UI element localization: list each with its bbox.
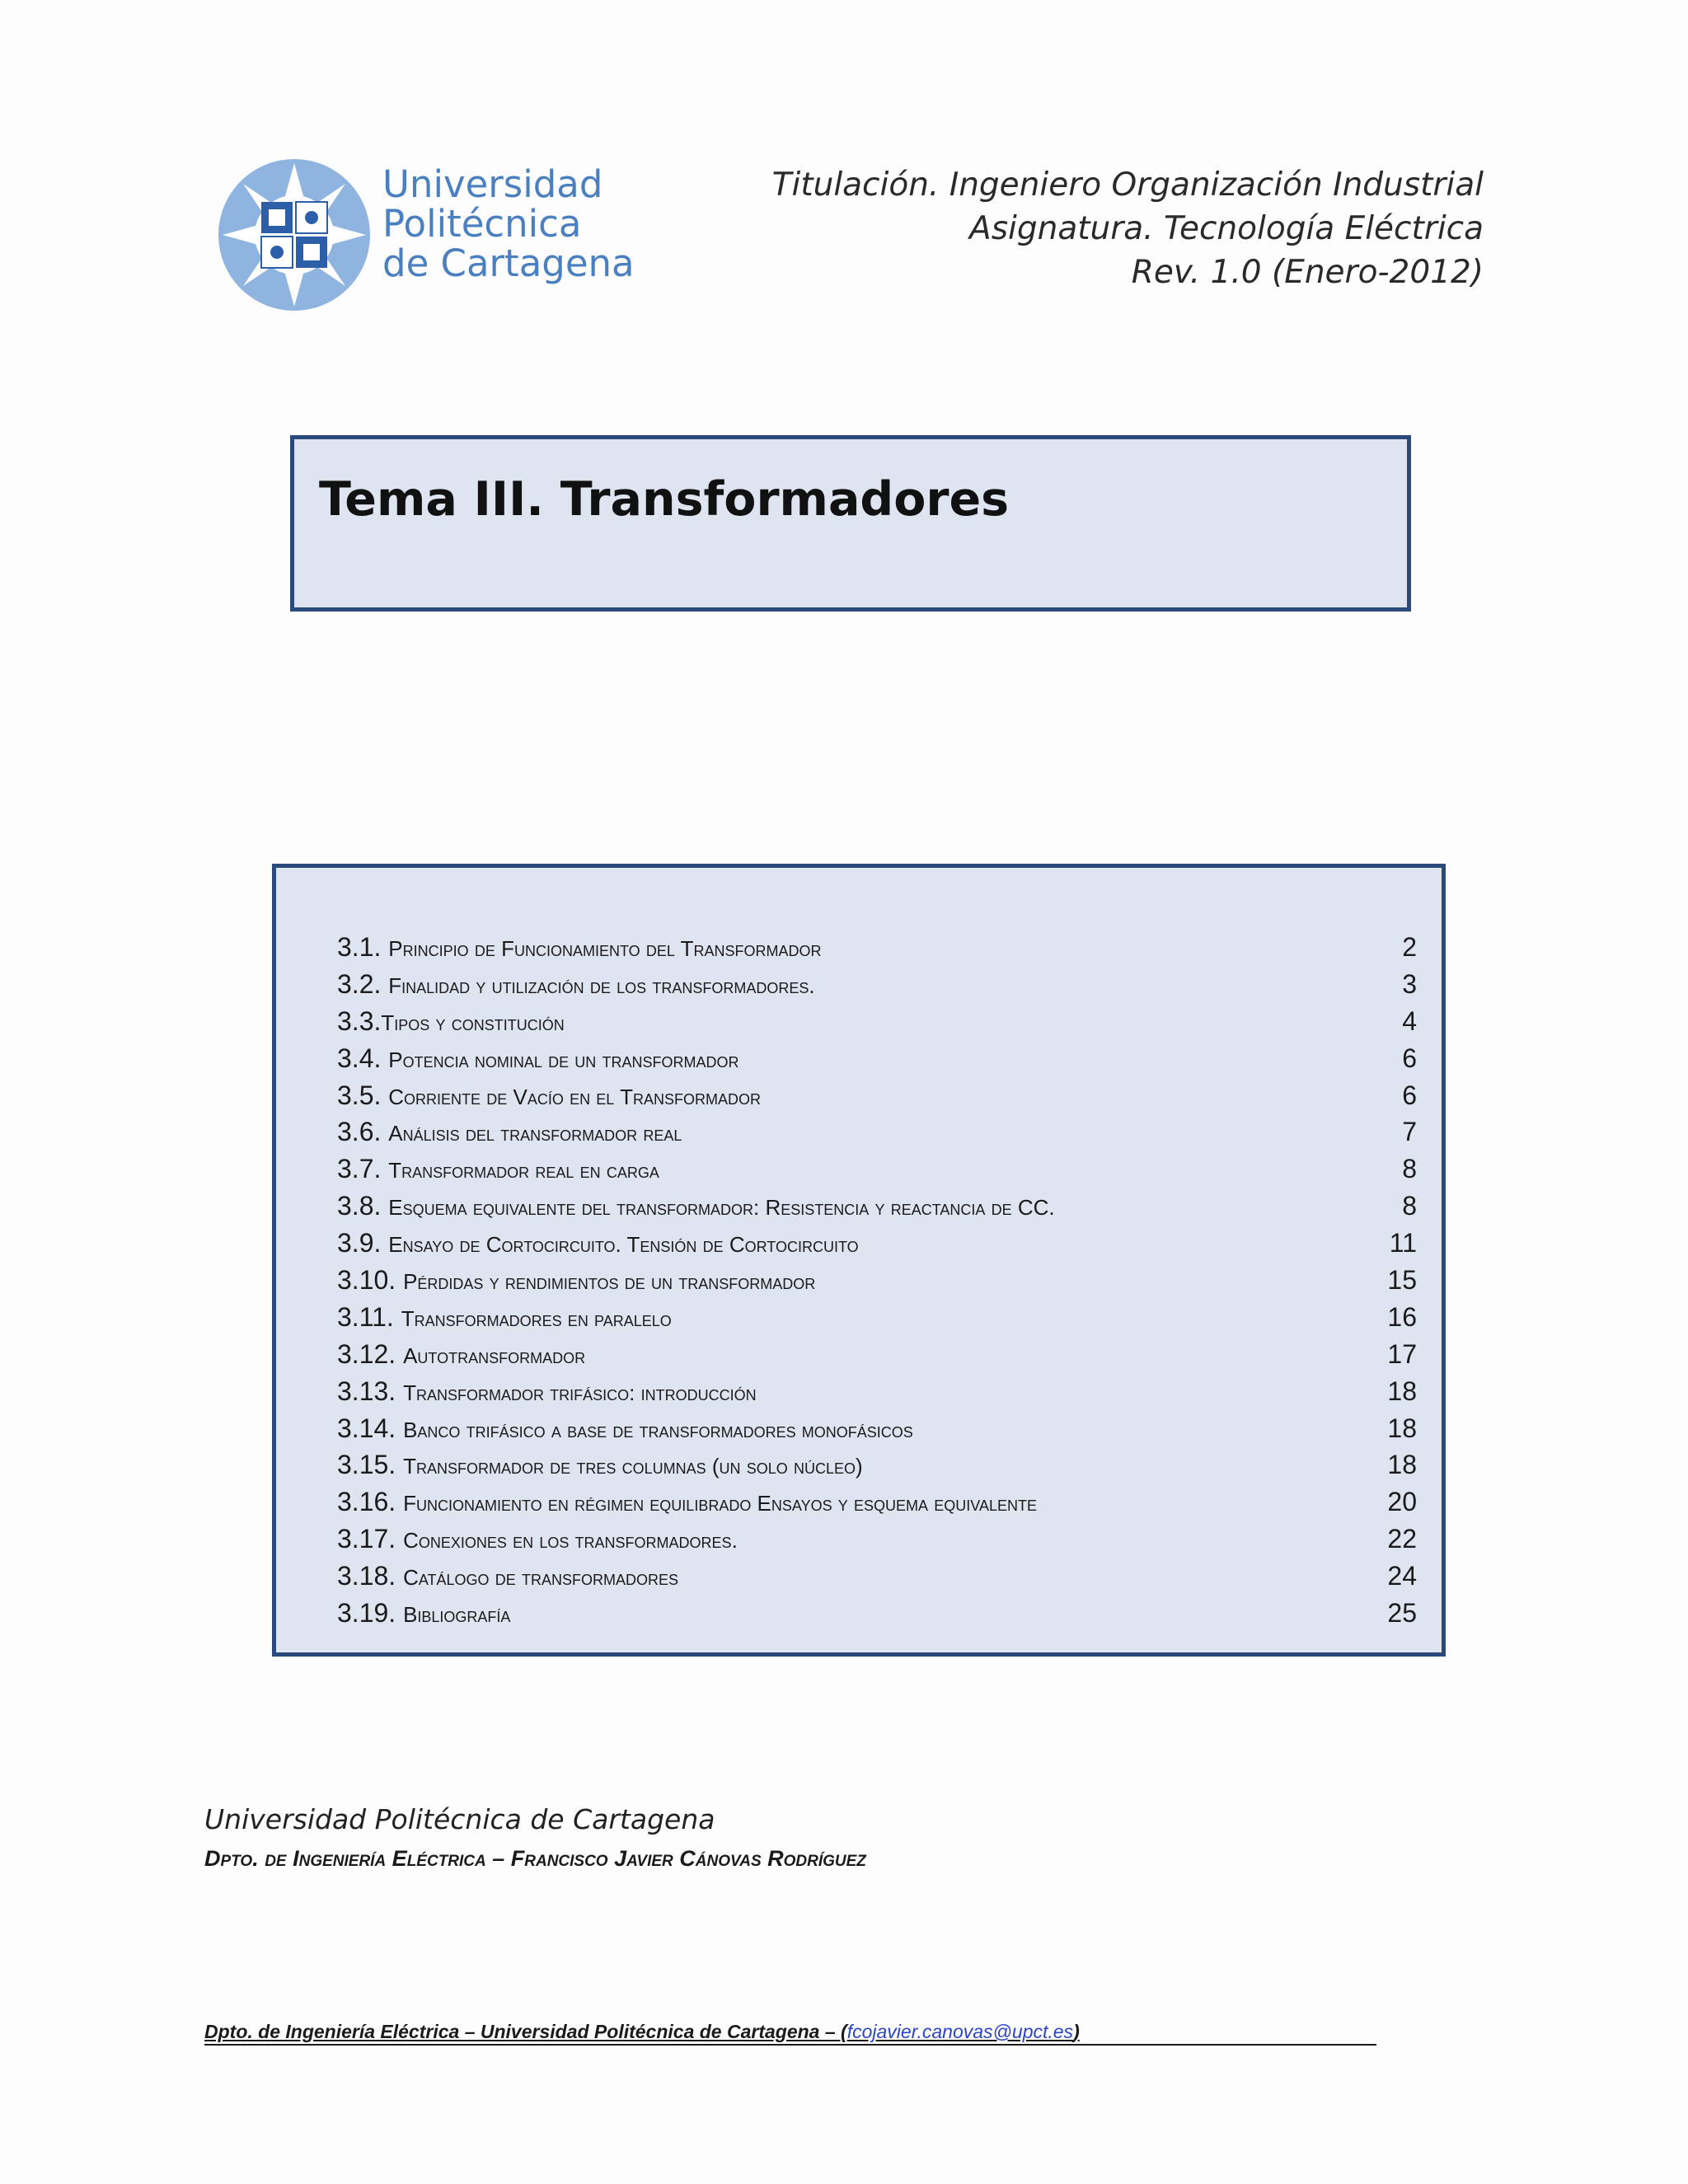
- toc-entry-page: 6: [1402, 1080, 1417, 1110]
- toc-entry-page: 6: [1402, 1043, 1417, 1073]
- toc-entry[interactable]: [337, 1410, 1417, 1447]
- toc-entry-title: Funcionamiento en régimen equilibrado Ensayos y esquema equivalente: [403, 1491, 1037, 1516]
- toc-entry-page: 22: [1387, 1524, 1417, 1554]
- toc-entry-number: 3.6.: [337, 1117, 382, 1147]
- toc-entry-number: 3.1.: [337, 932, 382, 962]
- toc-entry-title: Análisis del transformador real: [388, 1121, 682, 1146]
- toc-entry-page: 4: [1402, 1005, 1417, 1036]
- toc-entry[interactable]: [337, 1483, 1417, 1521]
- toc-entry-page: 15: [1387, 1265, 1417, 1296]
- degree-line: Titulación. Ingeniero Organización Industrial: [771, 166, 1484, 204]
- toc-entry-page: 3: [1402, 968, 1417, 999]
- toc-entry-number: 3.15.: [337, 1450, 396, 1480]
- toc-entry-title: Potencia nominal de un transformador: [388, 1047, 739, 1072]
- toc-entry[interactable]: [337, 1188, 1417, 1225]
- footer-suffix: ): [1073, 2021, 1080, 2042]
- toc-entry-page: 11: [1389, 1228, 1417, 1258]
- toc-entry-title: Tipos y constitución: [381, 1010, 565, 1035]
- logo-line-3: de Cartagena: [382, 241, 635, 285]
- toc-entry[interactable]: [337, 966, 1417, 1003]
- toc-entry[interactable]: [337, 1003, 1417, 1040]
- footer-university: Universidad Politécnica de Cartagena: [204, 1803, 715, 1835]
- table-of-contents-box: [272, 864, 1446, 1657]
- toc-entry-page: 16: [1387, 1301, 1417, 1332]
- toc-entry-number: 3.5.: [337, 1080, 382, 1110]
- toc-entry-title: Autotransformador: [403, 1343, 586, 1368]
- title-box: [290, 435, 1411, 612]
- toc-entry-title: Transformador de tres columnas (un solo núcleo): [403, 1454, 863, 1479]
- footer-prefix: Dpto. de Ingeniería Eléctrica – Universidad Politécnica de Cartagena – (: [204, 2021, 847, 2042]
- toc-entry[interactable]: [337, 1595, 1417, 1632]
- toc-entry-number: 3.7.: [337, 1154, 382, 1184]
- page-title: Tema III. Transformadores: [319, 472, 1010, 527]
- university-logo: [216, 157, 635, 321]
- toc-entry[interactable]: [337, 1113, 1417, 1151]
- toc-entry-number: 3.12.: [337, 1338, 396, 1369]
- toc-entry-page: 24: [1387, 1561, 1417, 1591]
- toc-entry-title: Bibliografía: [403, 1602, 511, 1628]
- toc-entry[interactable]: [337, 1151, 1417, 1188]
- toc-entry-number: 3.4.: [337, 1043, 382, 1073]
- toc-entry-page: 2: [1402, 932, 1417, 962]
- toc-entry[interactable]: [337, 1446, 1417, 1483]
- revision-line: Rev. 1.0 (Enero-2012): [1131, 254, 1484, 291]
- toc-entry-page: 8: [1402, 1154, 1417, 1184]
- toc-entry-number: 3.14.: [337, 1413, 396, 1443]
- toc-entry-title: Principio de Funcionamiento del Transformador: [388, 936, 822, 961]
- toc-entry-number: 3.16.: [337, 1487, 396, 1517]
- toc-entry-page: 7: [1402, 1117, 1417, 1147]
- toc-entry-number: 3.10.: [337, 1265, 396, 1296]
- course-header: [772, 163, 1484, 294]
- logo-line-1: Universidad: [382, 162, 603, 206]
- toc-entry-page: 17: [1387, 1338, 1417, 1369]
- toc-entry[interactable]: [337, 1040, 1417, 1077]
- logo-line-2: Politécnica: [382, 202, 582, 246]
- toc-entry[interactable]: [337, 1262, 1417, 1299]
- toc-entry-title: Catálogo de transformadores: [403, 1565, 678, 1591]
- toc-entry-title: Transformadores en paralelo: [401, 1305, 672, 1331]
- toc-entry[interactable]: [337, 929, 1417, 966]
- toc-entry-number: 3.19.: [337, 1598, 396, 1629]
- toc-entry-title: Finalidad y utilización de los transformadores.: [388, 972, 815, 998]
- email-link[interactable]: fcojavier.canovas@upct.es: [846, 2021, 1074, 2042]
- toc-entry[interactable]: [337, 1336, 1417, 1373]
- toc-entry-title: Banco trifásico a base de transformadores monofásicos: [403, 1417, 913, 1442]
- toc-entry-number: 3.3.: [337, 1005, 382, 1036]
- logo-wordmark: [382, 162, 635, 285]
- toc-entry[interactable]: [337, 1558, 1417, 1595]
- footer-department: Dpto. de Ingeniería Eléctrica – Francisco Javier Cánovas Rodríguez: [204, 1846, 866, 1871]
- toc-entry-number: 3.8.: [337, 1191, 382, 1221]
- toc-entry-title: Pérdidas y rendimientos de un transformador: [403, 1269, 816, 1295]
- university-emblem-icon: [216, 157, 373, 313]
- toc-entry-title: Ensayo de Cortocircuito. Tensión de Cortocircuito: [388, 1232, 859, 1258]
- table-of-contents: [337, 929, 1417, 1632]
- toc-entry-title: Corriente de Vacío en el Transformador: [388, 1084, 761, 1109]
- toc-entry[interactable]: [337, 1225, 1417, 1262]
- toc-entry-number: 3.9.: [337, 1228, 382, 1258]
- toc-entry-page: 8: [1402, 1191, 1417, 1221]
- toc-entry-title: Conexiones en los transformadores.: [403, 1528, 738, 1554]
- subject-line: Asignatura. Tecnología Eléctrica: [969, 210, 1484, 247]
- toc-entry-title: Esquema equivalente del transformador: Resistencia y reactancia de CC.: [388, 1195, 1055, 1221]
- toc-entry[interactable]: [337, 1373, 1417, 1410]
- toc-entry[interactable]: [337, 1521, 1417, 1558]
- toc-entry[interactable]: [337, 1299, 1417, 1336]
- toc-entry-number: 3.2.: [337, 968, 382, 999]
- toc-entry-page: 18: [1387, 1450, 1417, 1480]
- toc-entry-page: 20: [1387, 1487, 1417, 1517]
- toc-entry-number: 3.18.: [337, 1561, 396, 1591]
- toc-entry-number: 3.13.: [337, 1376, 396, 1406]
- toc-entry-number: 3.17.: [337, 1524, 396, 1554]
- toc-entry-number: 3.11.: [337, 1301, 394, 1332]
- toc-entry[interactable]: [337, 1077, 1417, 1114]
- toc-entry-page: 18: [1387, 1413, 1417, 1443]
- toc-entry-title: Transformador real en carga: [388, 1158, 659, 1183]
- toc-entry-page: 25: [1387, 1598, 1417, 1629]
- toc-entry-title: Transformador trifásico: introducción: [403, 1380, 757, 1405]
- page-footer-line: [204, 2021, 1376, 2046]
- toc-entry-page: 18: [1387, 1376, 1417, 1406]
